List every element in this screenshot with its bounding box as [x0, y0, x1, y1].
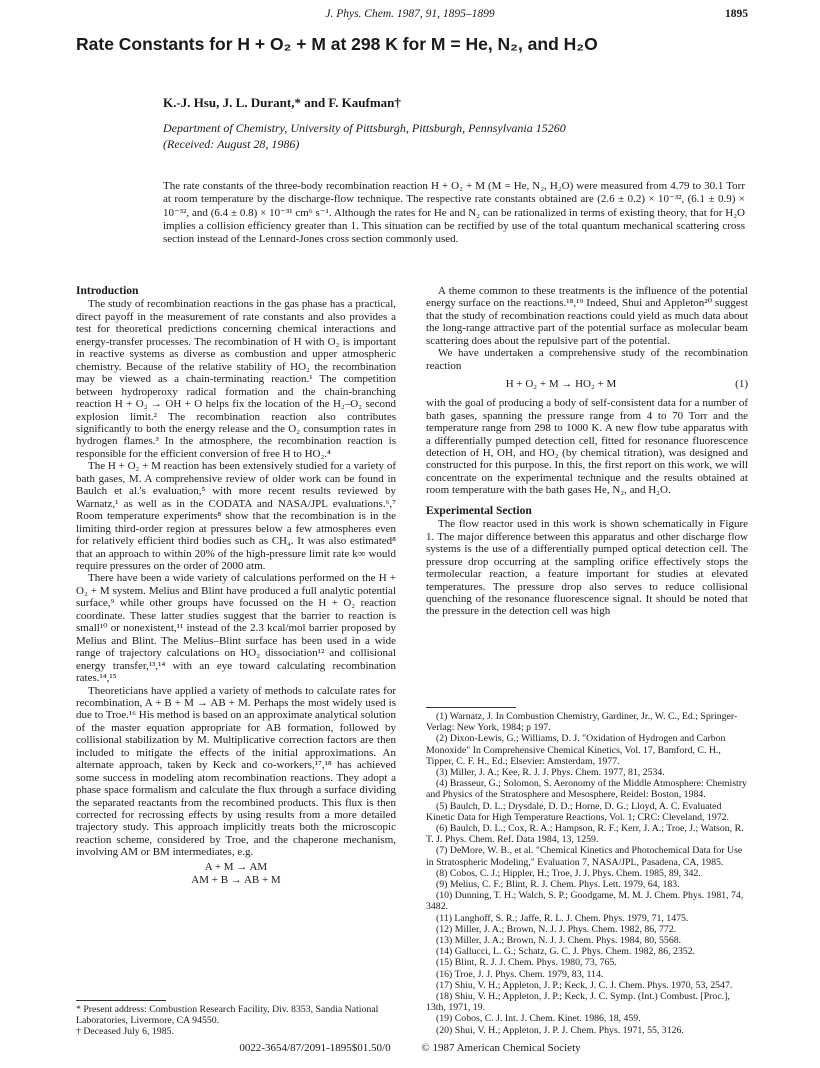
reference-item: (14) Gallucci, L. G.; Schatz, G. C. J. Phys. Chem. 1982, 86, 2352. [436, 946, 696, 958]
copyright-notice: © 1987 American Chemical Society [421, 1042, 581, 1054]
equation-number: (1) [735, 378, 748, 391]
page-number: 1895 [725, 8, 748, 20]
reference-item: (16) Troe, J. J. Phys. Chem. 1979, 83, 114. [436, 968, 604, 980]
reference-rule [426, 707, 516, 708]
affiliation: Department of Chemistry, University of Pittsburgh, Pittsburgh, Pennsylvania 15260 [163, 121, 566, 135]
section-heading-introduction: Introduction [76, 285, 139, 297]
reference-item: (4) Brasseur, G.; Solomon, S. Aeronomy of the Middle Atmosphere: Chemistry and Physics of the Stratosphere and Mesosphere, Reidel: Boston, 1984. [426, 778, 747, 801]
reference-item: (17) Shiu, V. H.; Appleton, J. P.; Keck, J. C. J. Chem. Phys. 1970, 53, 2547. [436, 979, 733, 991]
reference-item: (12) Miller, J. A.; Brown, N. J. J. Phys. Chem. 1982, 86, 772. [436, 923, 677, 935]
reference-item: (10) Dunning, T. H.; Walch, S. P.; Goodgame, M. M. J. Chem. Phys. 1981, 74, 3482. [426, 890, 744, 913]
section-heading-experimental: Experimental Section [426, 504, 532, 517]
paragraph: The H + O₂ + M reaction has been extensively studied for a variety of bath gases, M. A comprehensive review of older work can be found in Baulch et al.'s evaluation,⁵ with more recent results reviewed by Warnatz,¹ as well as in the CODATA and NASA/JPL evaluations.⁶,⁷ Room temperature experiments⁸ show that the recombination is in the limiting third-order region at pressures below a few atmospheres even for relatively efficient third bodies such as CH₄. It was also estimated⁸ that an approach to within 20% of the high-pressure limit rate k∞ would require pressures on the order of 2000 atm. [76, 460, 396, 572]
reference-item: (2) Dixon-Lewis, G.; Williams, D. J. "Oxidation of Hydrogen and Carbon Monoxide" In Comprehensive Chemical Kinetics, Vol. 17, Bamford, C. H., Tipper, C. F. H., Ed.; Elsevier: Amsterdam, 1977. [426, 733, 726, 767]
equation-text: H + O₂ + M → HO₂ + M [505, 378, 617, 391]
reference-item: (6) Baulch, D. L.; Cox, R. A.; Hampson, R. F.; Kerr, J. A.; Troe, J.; Watson, R. T. J. Phys. Chem. Ref. Data 1984, 13, 1259. [426, 823, 744, 846]
scheme-line: AM + B → AB + M [191, 873, 281, 886]
page-footer [0, 1042, 820, 1054]
reference-item: (19) Cobos, C. J. Int. J. Chem. Kinet. 1986, 18, 459. [436, 1013, 641, 1025]
affiliation-block [163, 120, 723, 152]
paragraph: We have undertaken a comprehensive study of the recombination reaction [426, 347, 748, 372]
paragraph: A theme common to these treatments is the influence of the potential energy surface on the reactions.¹⁸,¹⁹ Indeed, Shui and Appleton²⁰ suggest that the study of recombination reactions could yield as much data about the long-range attractive part of the potential surface as molecular beam scattering does about the repulsive part of the potential. [426, 285, 748, 347]
scheme-line: A + M → AM [204, 860, 268, 873]
reference-item: (1) Warnatz, J. In Combustion Chemistry, Gardiner, Jr., W. C., Ed.; Springer-Verlag: New York, 1984; p 197. [426, 711, 738, 734]
paragraph: The flow reactor used in this work is shown schematically in Figure 1. The major difference between this apparatus and other discharge flow systems is the use of a differentially pumped optical detection cell. The pressure drop occurring at the sampling orifice effectively stops the termolecular reaction, a feature important for studies at elevated temperatures. The pressure drop also serves to reduce collisional quenching of the resonance fluorescence signal. It should be noted that the pressure in the detection cell was high [426, 518, 748, 618]
reference-item: (15) Blint, R. J. J. Chem. Phys. 1980, 73, 765. [436, 957, 617, 969]
abstract: The rate constants of the three-body recombination reaction H + O₂ + M (M = He, N₂, H₂O) were measured from 4.79 to 30.1 Torr at room temperature by the discharge-flow technique. The respective rate constants obtained are (2.6 ± 0.2) × 10⁻³², (6.1 ± 0.9) × 10⁻³², and (6.4 ± 0.8) × 10⁻³¹ cm⁶ s⁻¹. Although the rates for He and N₂ can be rationalized in terms of existing theory, that for H₂O implies a collision efficiency greater than 1. This situation can be rectified by use of the total quantum mechanical scattering cross section instead of the Lennard-Jones cross section commonly used. [163, 180, 745, 246]
reference-item: (18) Shiu, V. H.; Appleton, J. P.; Keck, J. C. Symp. (Int.) Combust. [Proc.], 13th, 1971, 19. [426, 991, 730, 1014]
reference-item: (9) Melius, C. F.; Blint, R. J. Chem. Phys. Lett. 1979, 64, 183. [436, 879, 680, 891]
received-date: (Received: August 28, 1986) [163, 137, 300, 151]
reference-item: (3) Miller, J. A.; Kee, R. J. J. Phys. Chem. 1977, 81, 2534. [436, 767, 665, 779]
reference-list [426, 707, 748, 1036]
reference-item: (5) Baulch, D. L.; Drysdale, D. D.; Horne, D. G.; Lloyd, A. C. Evaluated Kinetic Data for High Temperature Reactions, Vol. 1; CRC: Cleveland, 1972. [426, 800, 729, 823]
footnote-rule [76, 1000, 166, 1001]
footnote: † Deceased July 6, 1985. [76, 1026, 174, 1038]
journal-citation: J. Phys. Chem. 1987, 91, 1895–1899 [325, 8, 495, 20]
paragraph: There have been a wide variety of calculations performed on the H + O₂ + M system. Melius and Blint have produced a full analytic potential surface,⁹ while other groups have focussed on the H + O₂ reaction coordinate. These latter studies suggest that the barrier to reaction is small¹⁰ or nonexistent,¹¹ instead of the 2.3 kcal/mol barrier proposed by Melius and Blint. The Melius–Blint surface has been used in a wide range of trajectory calculations on HO₂ dissociation¹² and collisional energy transfer,¹³,¹⁴ with an eye toward calculating recombination rates.¹⁴,¹⁵ [76, 572, 396, 685]
running-head [0, 8, 820, 26]
right-column [426, 285, 748, 618]
reference-item: (8) Cobos, C. J.; Hippler, H.; Troe, J. J. Phys. Chem. 1985, 89, 342. [436, 867, 701, 879]
author-footnotes [76, 1000, 396, 1038]
reference-item: (7) DeMore, W. B., et al. "Chemical Kinetics and Photochemical Data for Use in Stratospheric Modeling," Evaluation 7, NASA/JPL, Pasadena, CA, 1985. [426, 845, 743, 868]
reference-item: (20) Shui, V. H.; Appleton, J. P. J. Chem. Phys. 1971, 55, 3126. [436, 1024, 684, 1036]
left-column [76, 285, 396, 888]
equation-1 [426, 375, 748, 395]
paragraph: Theoreticians have applied a variety of methods to calculate rates for recombination, A + B + M → AB + M. Perhaps the most widely used is due to Troe.¹⁶ His method is based on an approximate analytical solution of the master equation appropriate for AB formation, followed by collisional stabilization by M. Multiplicative correction factors are then included to mitigate the effects of the initial approximations. An alternate approach, taken by Keck and co-workers,¹⁷,¹⁸ has achieved some success in modeling atom recombination reactions. They adopt a phase space formalism and calculate the flux through a surface dividing the separated reactants from the recombined products. This flux is then corrected for recrossing effects by using results from a more detailed trajectory study. This approach implicitly treats both the microscopic reaction scheme, considered by Troe, and the chaperone mechanism, involving AM or BM intermediates, e.g. [76, 684, 396, 859]
article-title: Rate Constants for H + O₂ + M at 298 K for M = He, N₂, and H₂O [76, 34, 598, 54]
reference-item: (13) Miller, J. A.; Brown, N. J. J. Chem. Phys. 1984, 80, 5568. [436, 935, 682, 947]
footnote: * Present address: Combustion Research Facility, Div. 8353, Sandia National Laboratories, Livermore, CA 94550. [76, 1004, 379, 1027]
reaction-scheme [76, 861, 396, 887]
paragraph: with the goal of producing a body of self-consistent data for a number of bath gases, spanning the pressure range from 4 to 70 Torr and the temperature range from 298 to 1000 K. A new flow tube apparatus with a differentially pumped detection cell, fitted for resonance fluorescence detection of H, OH, and HO₂ (by chemical titration), was designed and constructed for this purpose. In this, the first report on this work, we will concentrate on the experimental technique and the results obtained at room temperature with the bath gases He, N₂, and H₂O. [426, 397, 748, 497]
article-code: 0022-3654/87/2091-1895$01.50/0 [239, 1042, 391, 1054]
paragraph: The study of recombination reactions in the gas phase has a practical, direct payoff in the measurement of rate constants and also provides a test for theoretical predictions concerning chemical interactions and energy-transfer processes. The recombination of H with O₂ is important in reactive systems as diverse as combustion and upper atmospheric chemistry. Because of the relative stability of HO₂ the recombination may be viewed as a chain-terminating reaction.¹ The competition between hydroperoxy radical formation and the chain-branching reaction H + O₂ → OH + O helps fix the location of the H₂–O₂ second explosion limit.² The recombination reaction also contributes significantly to both the energy release and the O₂ consumption rates in hydrogen flames.³ In the atmosphere, the recombination reaction is responsible for the efficient conversion of free H to HO₂.⁴ [76, 298, 396, 460]
author-list: K.-J. Hsu, J. L. Durant,* and F. Kaufman† [163, 95, 401, 110]
reference-item: (11) Langhoff, S. R.; Jaffe, R. L. J. Chem. Phys. 1979, 71, 1475. [436, 912, 689, 924]
